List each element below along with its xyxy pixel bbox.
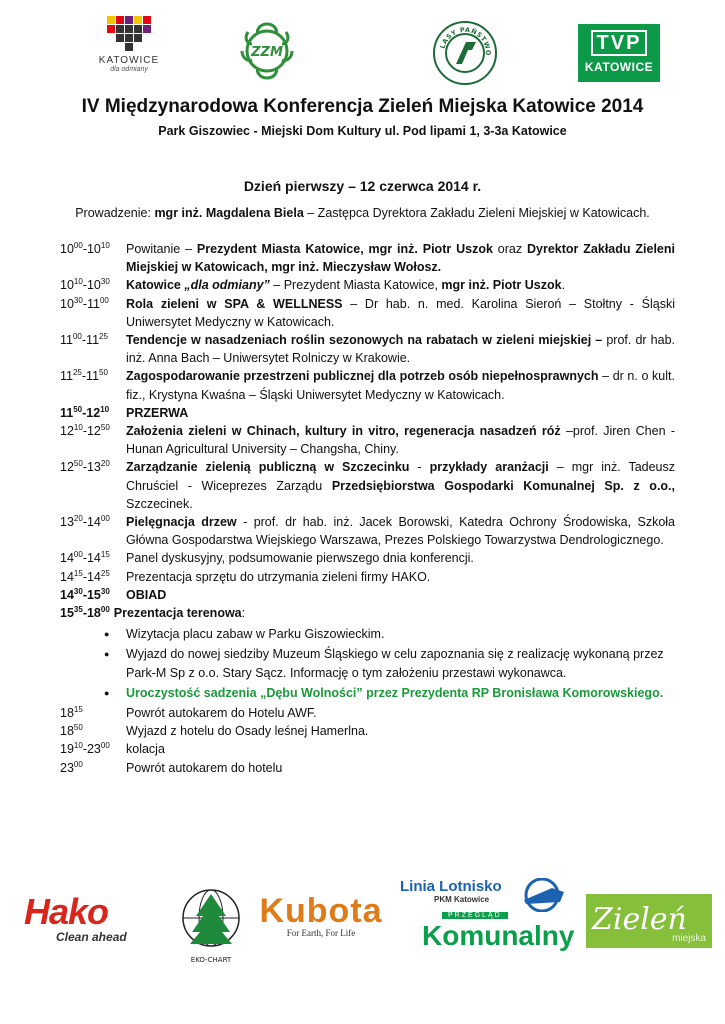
field-trip-colon: : — [241, 606, 246, 621]
field-trip-item — [104, 625, 675, 643]
field-trip-item-text: Uroczystość sadzenia „Dębu Wolności” przez Prezydenta RP Bronisława Komorowskiego. — [126, 685, 664, 700]
agenda-row — [60, 404, 675, 422]
venue: Park Giszowiec - Miejski Dom Kultury ul. Pod lipami 1, 3-3a Katowice — [158, 124, 567, 138]
linia-lotnisko-sub: PKM Katowice — [434, 895, 490, 904]
agenda-description — [126, 331, 675, 367]
host-suffix: – Zastępca Dyrektora Zakładu Zieleni Miejskiej w Katowicach. — [303, 206, 650, 220]
katowice-logo-name: KATOWICE — [98, 55, 160, 66]
agenda-text: Zagospodarowanie przestrzeni publicznej dla potrzeb osób niepełnosprawnych — [126, 369, 599, 384]
field-trip-item-text: Wyjazd do nowej siedziby Muzeum Śląskiego w celu zapoznania się z realizację wykonaną przez Park-M Sp z o.o. Stary Sącz. Informację o tym założeniu przestawi wykonawca. — [126, 647, 664, 680]
tvp-brand: TVP — [591, 30, 648, 56]
sponsor-logos — [0, 872, 725, 972]
time-minutes: 20 — [100, 459, 110, 469]
kubota-tag: For Earth, For Life — [286, 928, 356, 938]
agenda-text: –prof. Jiren Chen - Hunan Agricultural University – Changsha, Chiny. — [126, 424, 675, 457]
agenda-time: $18^{15}$ — [60, 704, 83, 721]
agenda-description — [126, 458, 675, 513]
agenda-text: prof. dr hab. inż. Anna Bach – Uniwersytet Rolniczy w Krakowie. — [126, 333, 675, 366]
time-minutes: 10 — [73, 741, 83, 751]
evening-row — [60, 740, 675, 758]
time-minutes: 00 — [72, 331, 82, 341]
time-minutes: 35 — [73, 604, 83, 614]
time-minutes: 25 — [72, 368, 82, 378]
agenda — [60, 240, 675, 777]
time-minutes: 50 — [73, 723, 83, 733]
zzm-logo — [238, 20, 296, 87]
bullet-icon: ● — [104, 687, 110, 698]
evening-row — [60, 722, 675, 740]
bullet-icon: ● — [104, 629, 110, 640]
time-minutes: 25 — [99, 331, 108, 341]
agenda-time: $10^{10}-10^{30}$ — [60, 277, 110, 293]
agenda-time: $14^{00}-14^{15}$ — [60, 550, 110, 566]
katowice-logo-sub: dla odmiany — [110, 66, 148, 73]
agenda-text: oraz — [492, 242, 527, 256]
tvp-katowice-logo — [578, 24, 660, 82]
header-logos — [0, 12, 725, 92]
agenda-text: Prezentacja sprzętu do utrzymania zieleni firmy HAKO. — [126, 569, 431, 584]
day-heading: Dzień pierwszy – 12 czerwca 2014 r. — [243, 178, 482, 194]
time-minutes: 30 — [73, 586, 83, 596]
agenda-description — [126, 586, 675, 604]
lasy-panstwowe-logo — [432, 20, 498, 91]
agenda-text: . — [561, 278, 566, 293]
agenda-text: - — [409, 460, 430, 475]
agenda-time: $14^{30}-15^{30}$ — [60, 586, 110, 602]
agenda-text: – mgr inż. Tadeusz Chruściel - Wiceprezes Zarządu — [126, 460, 675, 493]
linia-lotnisko-logo — [400, 878, 575, 951]
agenda-time: $12^{10}-12^{50}$ — [60, 422, 110, 439]
host-prefix: Prowadzenie: — [75, 206, 155, 220]
time-minutes: 25 — [100, 568, 110, 578]
time-minutes: 50 — [100, 422, 110, 432]
time-minutes: 30 — [100, 277, 110, 287]
evening-description: Powrót autokarem do Hotelu AWF. — [126, 706, 317, 721]
tvp-city: KATOWICE — [584, 60, 654, 74]
agenda-description — [126, 422, 675, 458]
agenda-text: Dyrektor Zakładu Zieleni Miejskiej w Katowicach, mgr inż. Mieczysław Wołosz. — [126, 242, 675, 275]
evening-description: kolacja — [126, 742, 165, 757]
agenda-row — [60, 422, 675, 458]
agenda-time: $13^{20}-14^{00}$ — [60, 513, 110, 530]
agenda-text: Katowice — [126, 278, 185, 293]
agenda-row — [60, 331, 675, 367]
agenda-time: $11^{50}-12^{10}$ — [60, 404, 110, 420]
agenda-time: $18^{50}$ — [60, 723, 83, 739]
agenda-description — [126, 549, 675, 567]
agenda-row — [60, 240, 675, 276]
agenda-text: PRZERWA — [126, 405, 189, 420]
time-minutes: 00 — [73, 759, 83, 769]
field-trip-title: Prezentacja terenowa — [113, 606, 242, 621]
eko-chart-logo — [178, 886, 244, 971]
komunalny-name: Komunalny — [422, 920, 575, 951]
agenda-time: $10^{30}-11^{00}$ — [60, 295, 109, 311]
field-trip-label — [114, 604, 245, 622]
agenda-time: $10^{00}-10^{10}$ — [60, 240, 110, 256]
agenda-description — [126, 568, 675, 586]
evening-description: Powrót autokarem do hotelu — [126, 760, 283, 775]
zielen-name: Zieleń — [592, 902, 687, 937]
agenda-text: „dla odmiany” — [184, 278, 270, 293]
time-minutes: 50 — [99, 368, 108, 378]
agenda-text: – Prezydent Miasta Katowice, — [269, 278, 442, 293]
agenda-description — [126, 513, 675, 549]
time-minutes: 15 — [73, 568, 83, 578]
time-minutes: 15 — [73, 704, 83, 714]
hako-tag: Clean ahead — [56, 930, 127, 944]
agenda-row — [60, 276, 675, 294]
evening-row — [60, 704, 675, 722]
agenda-text: Tendencje w nasadzeniach roślin sezonowych na rabatach w zieleni miejskiej – — [126, 333, 603, 348]
train-icon — [512, 878, 572, 912]
agenda-row — [60, 549, 675, 567]
agenda-time: $12^{50}-13^{20}$ — [60, 459, 110, 475]
agenda-description — [126, 404, 675, 422]
katowice-mosaic-icon — [90, 16, 168, 51]
agenda-text: przykłady aranżacji — [429, 460, 549, 475]
time-minutes: 10 — [73, 422, 83, 432]
time-minutes: 10 — [73, 277, 83, 287]
agenda-text: Panel dyskusyjny, podsumowanie pierwszego dnia konferencji. — [126, 551, 474, 566]
agenda-text: OBIAD — [126, 587, 167, 602]
time-minutes: 30 — [100, 586, 110, 596]
kubota-logo — [258, 894, 384, 938]
agenda-row — [60, 367, 675, 403]
field-trip-list — [60, 625, 675, 702]
agenda-text: Powitanie – — [126, 242, 197, 256]
agenda-text: Szczecinek. — [126, 496, 193, 511]
hako-name: Hako — [24, 891, 109, 932]
agenda-text: Prezydent Miasta Katowice, mgr inż. Piotr Uszok — [196, 242, 493, 256]
agenda-text: Założenia zieleni w Chinach, kultury in vitro, regeneracja nasadzeń róż — [126, 424, 561, 439]
hako-logo — [24, 891, 160, 944]
agenda-time: $19^{10}-23^{00}$ — [60, 741, 110, 757]
agenda-text: Rola zieleni w SPA & WELLNESS — [126, 296, 343, 311]
agenda-row — [60, 295, 675, 331]
time-minutes: 15 — [100, 550, 110, 560]
time-minutes: 10 — [100, 404, 110, 414]
time-minutes: 30 — [73, 295, 83, 305]
agenda-description — [126, 276, 675, 294]
time-minutes: 00 — [100, 604, 110, 614]
host-name: mgr inż. Magdalena Biela — [154, 206, 304, 220]
time-minutes: 00 — [100, 513, 110, 523]
field-trip-row — [60, 604, 675, 622]
agenda-description — [126, 367, 675, 403]
host-line — [0, 206, 725, 220]
katowice-logo — [90, 16, 168, 73]
agenda-text: - prof. dr hab. inż. Jacek Borowski, Katedra Ochrony Środowiska, Szkoła Główna Gospodarstwa Wiejskiego Warszawa, Prezes Polskiego Towarzystwa Dendrologicznego. — [126, 515, 676, 548]
time-minutes: 00 — [99, 295, 109, 305]
time-minutes: 50 — [73, 404, 83, 414]
kubota-name: Kubota — [259, 892, 383, 930]
agenda-description — [126, 240, 675, 276]
field-trip-item — [104, 645, 675, 681]
linia-lotnisko-name: Linia Lotnisko — [400, 878, 502, 895]
agenda-text: – Dr hab. n. med. Karolina Sieroń – Stołtny - Śląski Uniwersytet Medyczny w Katowicach. — [126, 296, 675, 329]
agenda-time: $11^{25}-11^{50}$ — [60, 368, 108, 384]
time-minutes: 00 — [73, 550, 83, 560]
page-title: IV Międzynarodowa Konferencja Zieleń Miejska Katowice 2014 — [81, 96, 644, 117]
time-minutes: 50 — [73, 459, 83, 469]
agenda-time: $14^{15}-14^{25}$ — [60, 568, 110, 584]
bullet-icon: ● — [104, 649, 110, 660]
time-minutes: 00 — [100, 741, 110, 751]
eko-chart-name: EKO-CHART — [190, 956, 232, 964]
agenda-text: Zarządzanie zielenią publiczną w Szczecinku — [126, 460, 410, 475]
agenda-description — [126, 295, 675, 331]
agenda-row — [60, 568, 675, 586]
agenda-time: $11^{00}-11^{25}$ — [60, 331, 108, 348]
zielen-miejska-logo — [586, 894, 712, 948]
agenda-row — [60, 513, 675, 549]
agenda-text: – dr n. o kult. fiz., Krystyna Kwaśna – Śląski Uniwersytet Medyczny w Katowicach. — [126, 369, 675, 402]
zielen-sub: miejska — [672, 933, 706, 944]
przeglad-label: PRZEGLĄD — [442, 912, 508, 919]
evening-description: Wyjazd z hotelu do Osady leśnej Hamerlna. — [126, 724, 369, 739]
agenda-row — [60, 458, 675, 513]
lasy-ring-text: LASY PAŃSTWO — [438, 25, 493, 57]
time-minutes: 10 — [100, 240, 110, 250]
zzm-logo-text: ZZM — [251, 45, 283, 60]
field-trip-item-text: Wizytacja placu zabaw w Parku Giszowieckim. — [126, 627, 385, 642]
evening-row — [60, 759, 675, 777]
agenda-text: Przedsiębiorstwa Gospodarki Komunalnej Sp. z o.o., — [331, 478, 675, 493]
field-trip-item — [104, 684, 675, 702]
time-minutes: 00 — [73, 240, 83, 250]
agenda-text: Pielęgnacja drzew — [126, 515, 237, 530]
agenda-row — [60, 586, 675, 604]
agenda-time: $23^{00}$ — [60, 759, 83, 775]
agenda-text: mgr inż. Piotr Uszok — [441, 278, 562, 293]
time-minutes: 20 — [73, 513, 83, 523]
agenda-time: $15^{35}-18^{00}$ — [60, 604, 110, 621]
